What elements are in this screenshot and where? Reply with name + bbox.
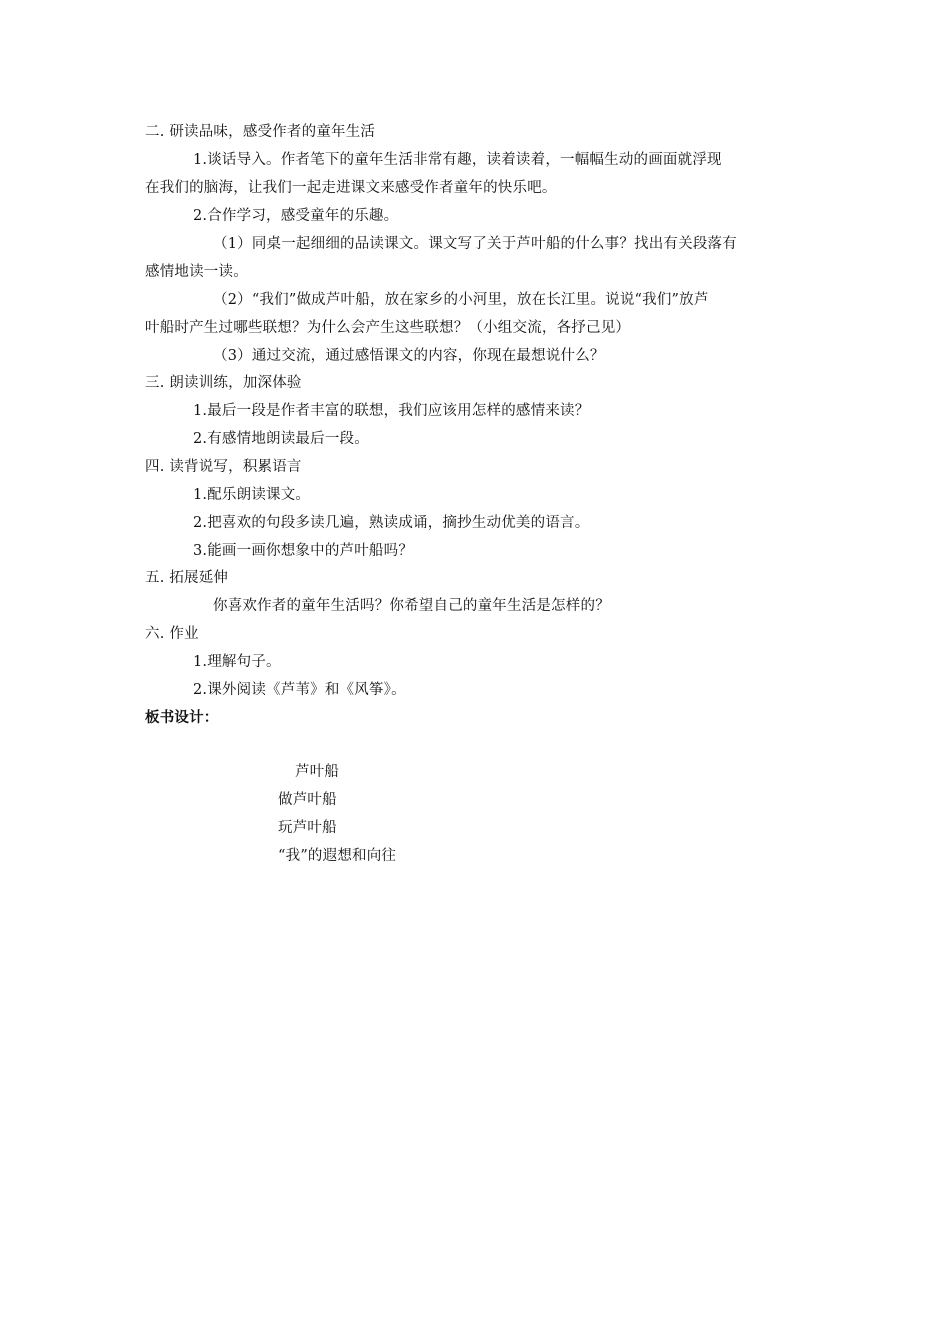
- section-2-item-1-line-2: 在我们的脑海，让我们一起走进课文来感受作者童年的快乐吧。: [145, 180, 557, 196]
- section-2-sub-1-line-2: 感情地读一读。: [145, 264, 248, 280]
- board-line-1: 做芦叶船: [278, 792, 337, 808]
- section-2-sub-1-line-1: （1）同桌一起细细的品读课文。课文写了关于芦叶船的什么事？找出有关段落有: [213, 236, 737, 252]
- section-2-sub-3: （3）通过交流，通过感悟课文的内容，你现在最想说什么？: [213, 348, 605, 364]
- section-5-heading: 五. 拓展延伸: [145, 570, 229, 586]
- section-3-item-1: 1.最后一段是作者丰富的联想，我们应该用怎样的感情来读？: [193, 403, 590, 419]
- section-3-item-2: 2.有感情地朗读最后一段。: [193, 431, 369, 447]
- section-5-text: 你喜欢作者的童年生活吗？你希望自己的童年生活是怎样的？: [213, 598, 610, 614]
- board-title: 芦叶船: [295, 764, 340, 780]
- section-6-item-2: 2.课外阅读《芦苇》和《风筝》。: [193, 682, 406, 698]
- section-3-heading: 三. 朗读训练，加深体验: [145, 375, 302, 391]
- board-line-2: 玩芦叶船: [278, 820, 337, 836]
- section-2-sub-2-line-2: 叶船时产生过哪些联想？为什么会产生这些联想？（小组交流，各抒己见）: [145, 320, 631, 336]
- section-2-heading: 二. 研读品味，感受作者的童年生活: [145, 124, 376, 140]
- section-2-item-2: 2.合作学习，感受童年的乐趣。: [193, 208, 399, 224]
- section-6-heading: 六. 作业: [145, 626, 199, 642]
- board-design-heading: 板书设计：: [145, 709, 219, 726]
- board-line-3: “我”的遐想和向往: [278, 848, 397, 864]
- section-4-heading: 四. 读背说写，积累语言: [145, 459, 302, 475]
- section-4-item-2: 2.把喜欢的句段多读几遍，熟读成诵，摘抄生动优美的语言。: [193, 515, 590, 531]
- section-4-item-1: 1.配乐朗读课文。: [193, 487, 311, 503]
- section-2-sub-2-line-1: （2）“我们”做成芦叶船，放在家乡的小河里，放在长江里。说说“我们”放芦: [213, 292, 709, 308]
- section-4-item-3: 3.能画一画你想象中的芦叶船吗？: [193, 543, 414, 559]
- section-2-item-1-line-1: 1.谈话导入。作者笔下的童年生活非常有趣，读着读着，一幅幅生动的画面就浮现: [193, 152, 722, 168]
- section-6-item-1: 1.理解句子。: [193, 654, 281, 670]
